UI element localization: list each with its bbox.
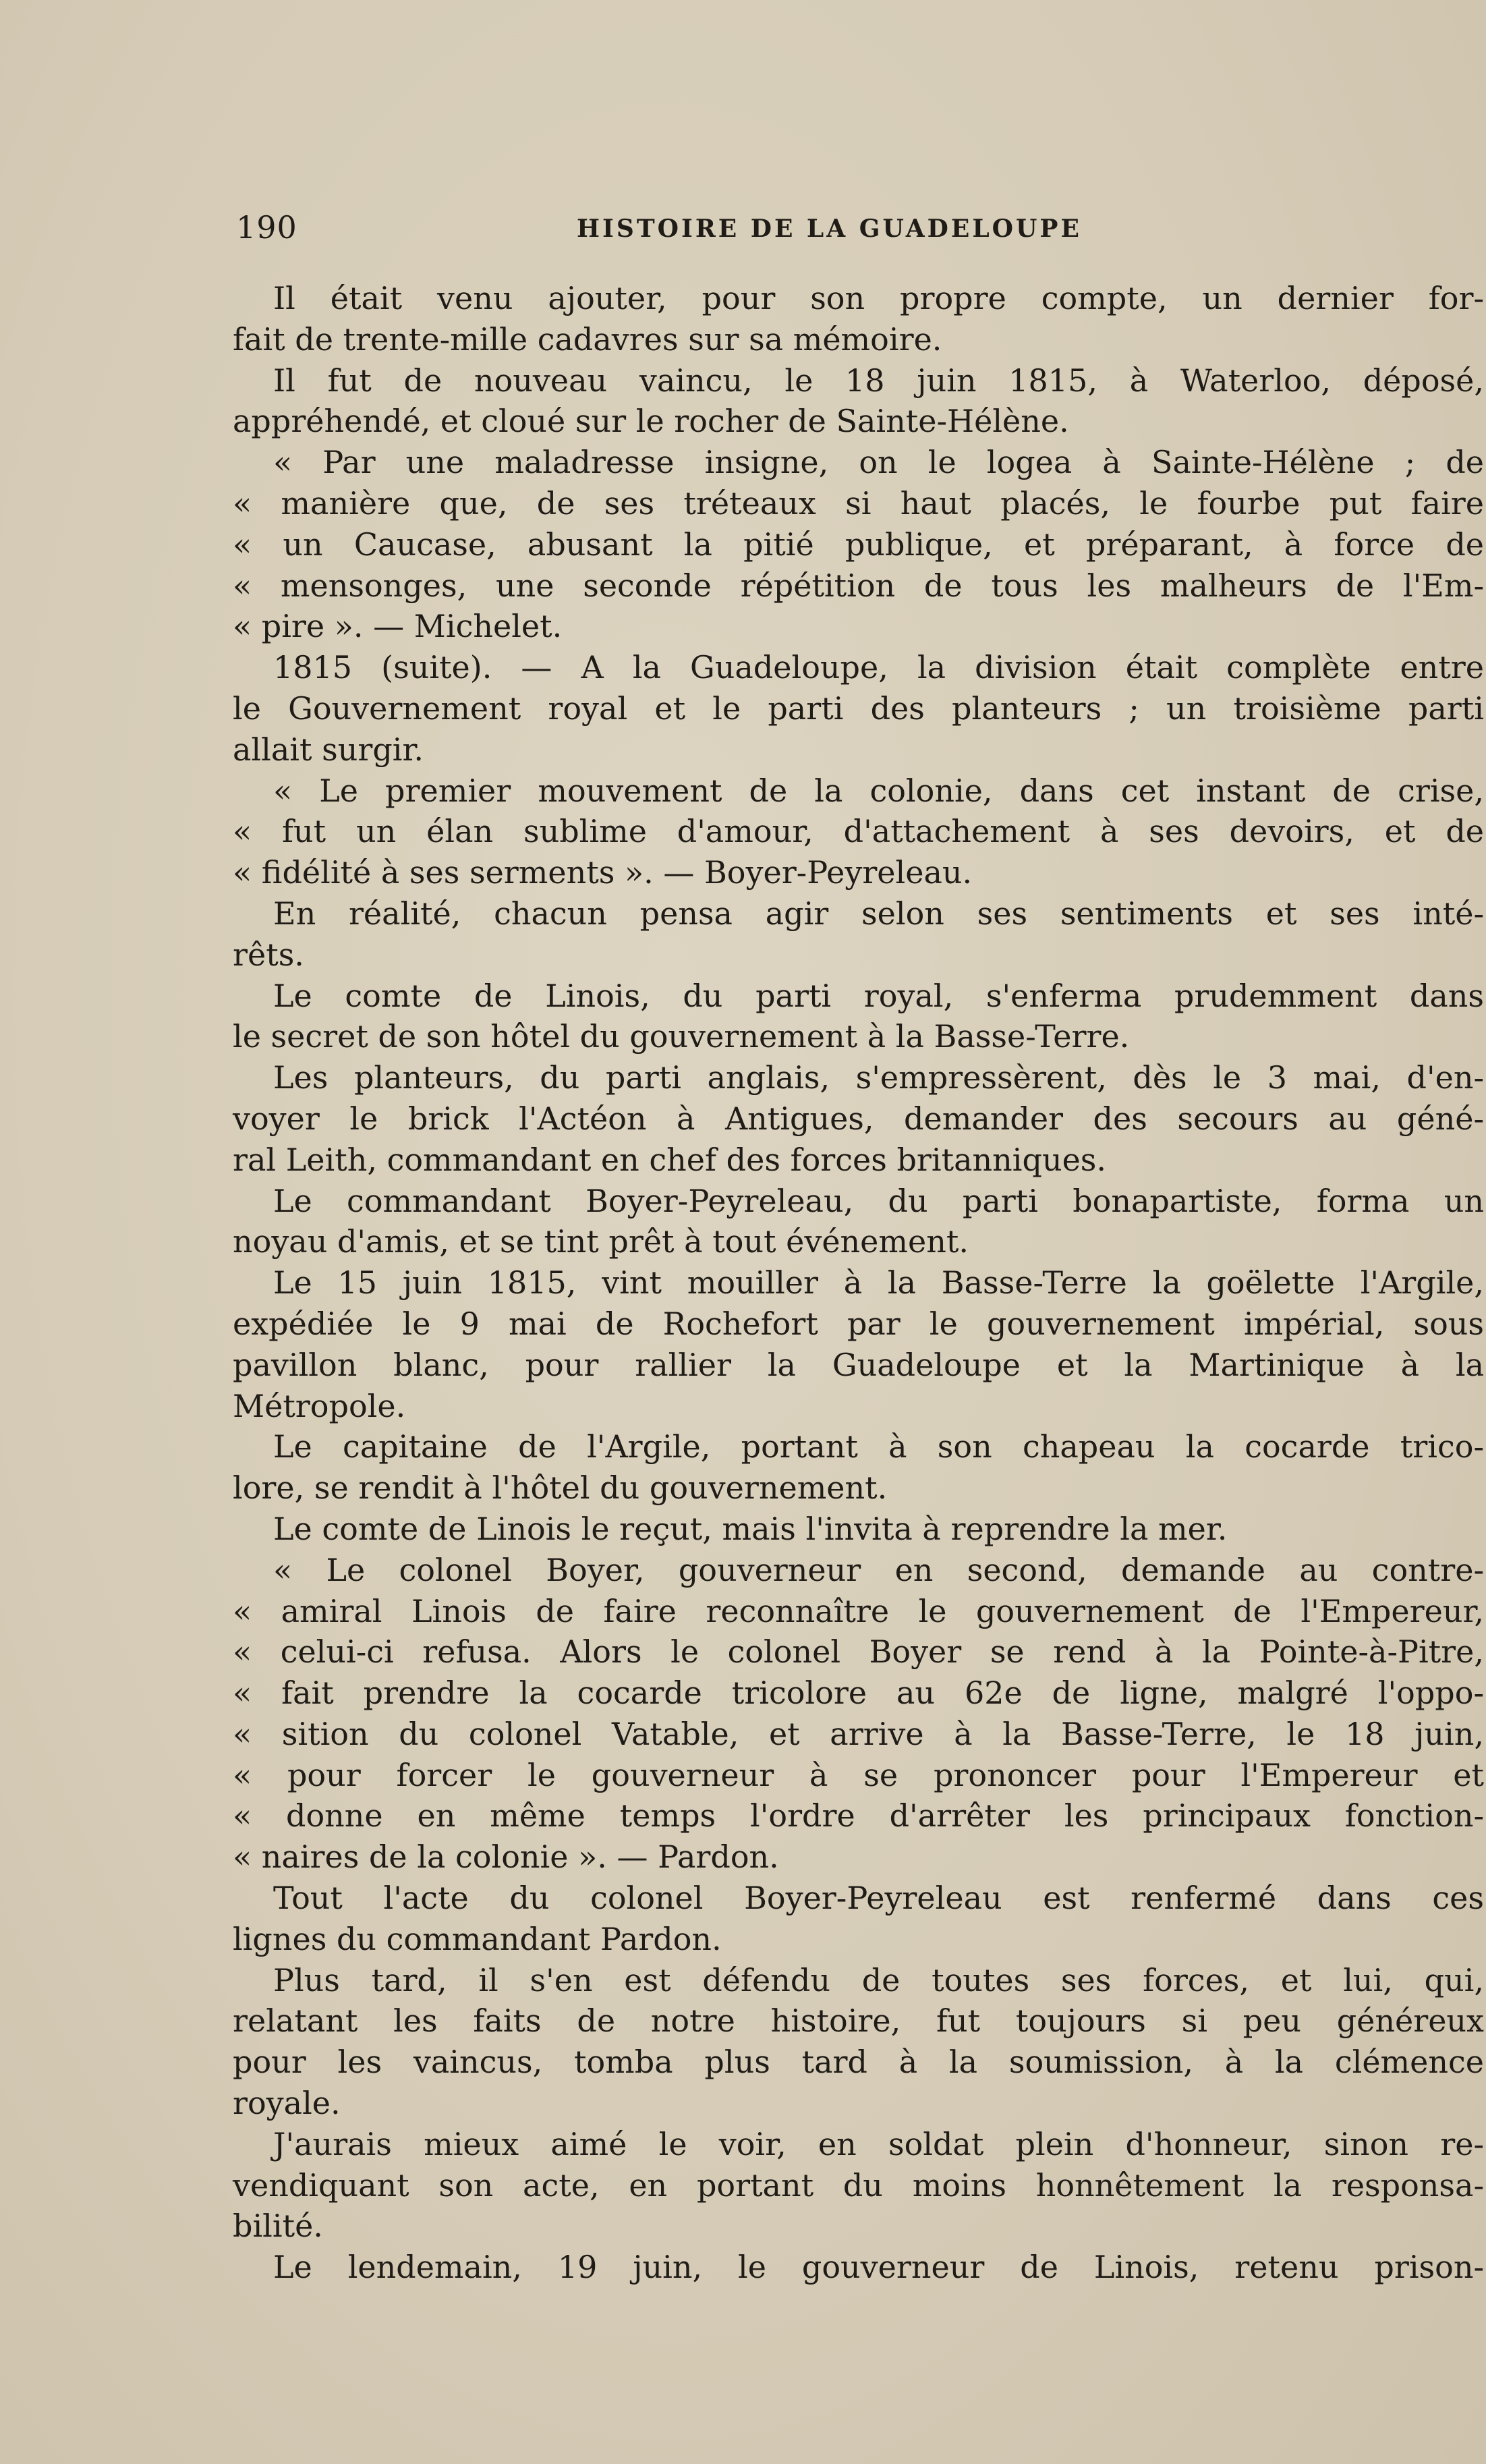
text-line: « Par une maladresse insigne, on le logea à Sainte-Hélène ; de	[273, 444, 1484, 481]
text-line: « donne en même temps l'ordre d'arrêter les principaux fonction-	[233, 1797, 1484, 1835]
text-line: Les planteurs, du parti anglais, s'empressèrent, dès le 3 mai, d'en-	[273, 1059, 1484, 1096]
page-header	[236, 202, 1486, 250]
text-line: Le 15 juin 1815, vint mouiller à la Basse-Terre la goëlette l'Argile,	[273, 1264, 1484, 1301]
text-line: appréhendé, et cloué sur le rocher de Sainte-Hélène.	[233, 403, 1069, 440]
text-line: relatant les faits de notre histoire, fut toujours si peu généreux	[233, 2003, 1484, 2040]
text-line: « celui-ci refusa. Alors le colonel Boyer se rend à la Pointe-à-Pitre,	[233, 1633, 1484, 1671]
text-line: le Gouvernement royal et le parti des planteurs ; un troisième parti	[233, 690, 1484, 727]
body-text	[233, 278, 1484, 2288]
text-line: 1815 (suite). — A la Guadeloupe, la division était complète entre	[273, 649, 1484, 686]
text-line: lore, se rendit à l'hôtel du gouvernement.	[233, 1469, 888, 1507]
text-line: « pour forcer le gouverneur à se prononcer pour l'Empereur et	[233, 1756, 1484, 1793]
text-line: Il fut de nouveau vaincu, le 18 juin 1815, à Waterloo, déposé,	[273, 362, 1484, 399]
text-line: allait surgir.	[233, 731, 424, 768]
text-line: Il était venu ajouter, pour son propre compte, un dernier for-	[273, 280, 1484, 316]
text-line: En réalité, chacun pensa agir selon ses sentiments et ses inté-	[273, 895, 1484, 932]
text-line: pavillon blanc, pour rallier la Guadeloupe et la Martinique à la	[233, 1346, 1484, 1383]
text-line: « fut un élan sublime d'amour, d'attachement à ses devoirs, et de	[233, 813, 1484, 850]
text-line: fait de trente-mille cadavres sur sa mémoire.	[233, 320, 942, 358]
text-line: J'aurais mieux aimé le voir, en soldat plein d'honneur, sinon re-	[273, 2125, 1484, 2162]
text-line: « fidélité à ses serments ». — Boyer-Peyreleau.	[233, 854, 973, 891]
page-number: 190	[236, 209, 297, 246]
text-line: Le comte de Linois, du parti royal, s'enferma prudemment dans	[273, 977, 1484, 1014]
text-line: lignes du commandant Pardon.	[233, 1920, 722, 1957]
text-line: « Le colonel Boyer, gouverneur en second, demande au contre-	[273, 1551, 1484, 1588]
text-line: voyer le brick l'Actéon à Antigues, demander des secours au géné-	[233, 1100, 1484, 1137]
text-line: ral Leith, commandant en chef des forces britanniques.	[233, 1141, 1107, 1178]
text-line: Plus tard, il s'en est défendu de toutes ses forces, et lui, qui,	[273, 1961, 1484, 1998]
text-line: royale.	[233, 2085, 341, 2122]
text-line: « un Caucase, abusant la pitié publique, et préparant, à force de	[233, 526, 1484, 563]
text-line: pour les vaincus, tomba plus tard à la soumission, à la clémence	[233, 2044, 1484, 2081]
text-line: vendiquant son acte, en portant du moins honnêtement la responsa-	[233, 2166, 1484, 2204]
text-line: « amiral Linois de faire reconnaître le gouvernement de l'Empereur,	[233, 1592, 1484, 1629]
text-line: « naires de la colonie ». — Pardon.	[233, 1839, 779, 1876]
text-line: « sition du colonel Vatable, et arrive à la Basse-Terre, le 18 juin,	[233, 1715, 1484, 1752]
text-line: « mensonges, une seconde répétition de tous les malheurs de l'Em-	[233, 567, 1484, 604]
text-line: bilité.	[233, 2208, 323, 2245]
text-line: le secret de son hôtel du gouvernement à la Basse-Terre.	[233, 1018, 1130, 1055]
text-line: expédiée le 9 mai de Rochefort par le gouvernement impérial, sous	[233, 1305, 1484, 1342]
text-line: « Le premier mouvement de la colonie, dans cet instant de crise,	[273, 772, 1484, 809]
text-line: Le lendemain, 19 juin, le gouverneur de Linois, retenu prison-	[273, 2249, 1484, 2286]
text-line: Tout l'acte du colonel Boyer-Peyreleau est renfermé dans ces	[273, 1880, 1484, 1917]
text-line: « pire ». — Michelet.	[233, 608, 563, 645]
text-line: noyau d'amis, et se tint prêt à tout événement.	[233, 1223, 969, 1260]
text-line: Métropole.	[233, 1387, 406, 1424]
text-line: « manière que, de ses tréteaux si haut placés, le fourbe put faire	[233, 484, 1484, 522]
text-line: Le comte de Linois le reçut, mais l'invita à reprendre la mer.	[273, 1510, 1228, 1547]
text-line: Le commandant Boyer-Peyreleau, du parti bonapartiste, forma un	[273, 1182, 1484, 1219]
text-line: « fait prendre la cocarde tricolore au 62e de ligne, malgré l'oppo-	[233, 1675, 1484, 1712]
text-line: Le capitaine de l'Argile, portant à son chapeau la cocarde trico-	[273, 1428, 1484, 1465]
running-title: HISTOIRE DE LA GUADELOUPE	[577, 215, 1082, 243]
text-line: rêts.	[233, 936, 304, 973]
